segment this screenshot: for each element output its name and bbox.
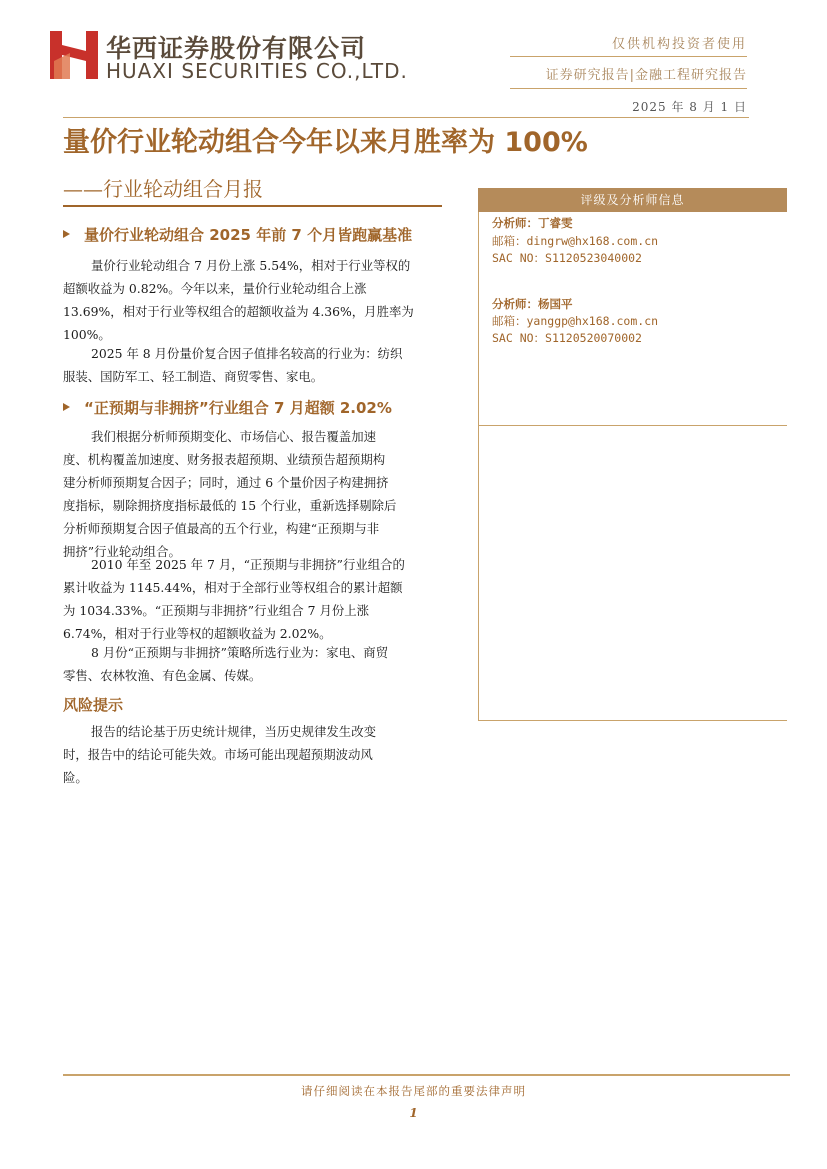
analyst-sac-number: SAC NO：S1120523040002 (492, 251, 642, 265)
legal-notice: 请仔细阅读在本报告尾部的重要法律声明 (301, 1084, 526, 1098)
brand-name-en: HUAXI SECURITIES CO.,LTD. (106, 59, 408, 83)
report-subtitle: ——行业轮动组合月报 (63, 177, 263, 201)
page-number: 1 (409, 1106, 418, 1120)
header-divider (510, 56, 747, 57)
section-heading: 量价行业轮动组合 2025 年前 7 个月皆跑赢基准 (63, 224, 412, 245)
report-title: 量价行业轮动组合今年以来月胜率为 100% (63, 127, 588, 158)
triangle-bullet-icon (63, 230, 70, 238)
section-paragraph: 2025 年 8 月份量价复合因子值排名较高的行业为：纺织 服装、国防军工、轻工制造、商贸零售、家电。 (63, 346, 403, 384)
brand-name-cn: 华西证券股份有限公司 (106, 34, 367, 63)
panel-divider (478, 720, 787, 721)
section-paragraph: 我们根据分析师预期变化、市场信心、报告覆盖加速 度、机构覆盖加速度、财务报表超预期、业绩预告超预期构 建分析师预期复合因子；同时，通过 6 个量价因子构建拥挤 度指标，剔除拥挤度指标最低的 15 个行业，重新选择剔除后 分析师预期复合因子值最高的五个行业，构建“正预期与非 拥挤”行业轮动组合。 (63, 429, 397, 559)
section-paragraph: 2010 年至 2025 年 7 月，“正预期与非拥挤”行业组合的 累计收益为 1145.44%，相对于全部行业等权组合的累计超额 为 1034.33%。“正预期与非拥挤”行业组合 7 月份上涨 6.74%，相对于行业等权的超额收益为 2.02%。 (63, 557, 405, 641)
panel-divider (478, 425, 787, 426)
analyst-name: 分析师：丁睿雯 (492, 216, 573, 230)
huaxi-logo-icon (50, 31, 98, 79)
section-paragraph: 量价行业轮动组合 7 月份上涨 5.54%，相对于行业等权的 超额收益为 0.82%。今年以来，量价行业轮动组合上涨 13.69%，相对于行业等权组合的超额收益为 4.36%，月胜率为 100%。 (63, 258, 414, 342)
header-divider (510, 88, 747, 89)
risk-paragraph: 报告的结论基于历史统计规律，当历史规律发生改变 时，报告中的结论可能失效。市场可能出现超预期波动风 险。 (63, 724, 376, 785)
subtitle-underline (63, 205, 442, 207)
analyst-email[interactable]: 邮箱：dingrw@hx168.com.cn (492, 234, 659, 248)
header-divider (63, 117, 749, 118)
section-paragraph: 8 月份“正预期与非拥挤”策略所选行业为：家电、商贸 零售、农林牧渔、有色金属、传媒。 (63, 645, 389, 683)
report-category: 证券研究报告|金融工程研究报告 (545, 68, 747, 83)
audience-notice: 仅供机构投资者使用 (611, 37, 747, 52)
analyst-sac-number: SAC NO：S1120520070002 (492, 331, 642, 345)
report-date: 2025 年 8 月 1 日 (632, 100, 747, 114)
analyst-info-heading: 评级及分析师信息 (478, 188, 787, 212)
section-heading: “正预期与非拥挤”行业组合 7 月超额 2.02% (63, 397, 392, 418)
analyst-email[interactable]: 邮箱：yanggp@hx168.com.cn (492, 314, 659, 328)
risk-heading: 风险提示 (63, 696, 124, 714)
analyst-info-panel (478, 188, 787, 720)
triangle-bullet-icon (63, 403, 70, 411)
footer-divider (63, 1074, 790, 1076)
analyst-name: 分析师：杨国平 (492, 297, 573, 311)
